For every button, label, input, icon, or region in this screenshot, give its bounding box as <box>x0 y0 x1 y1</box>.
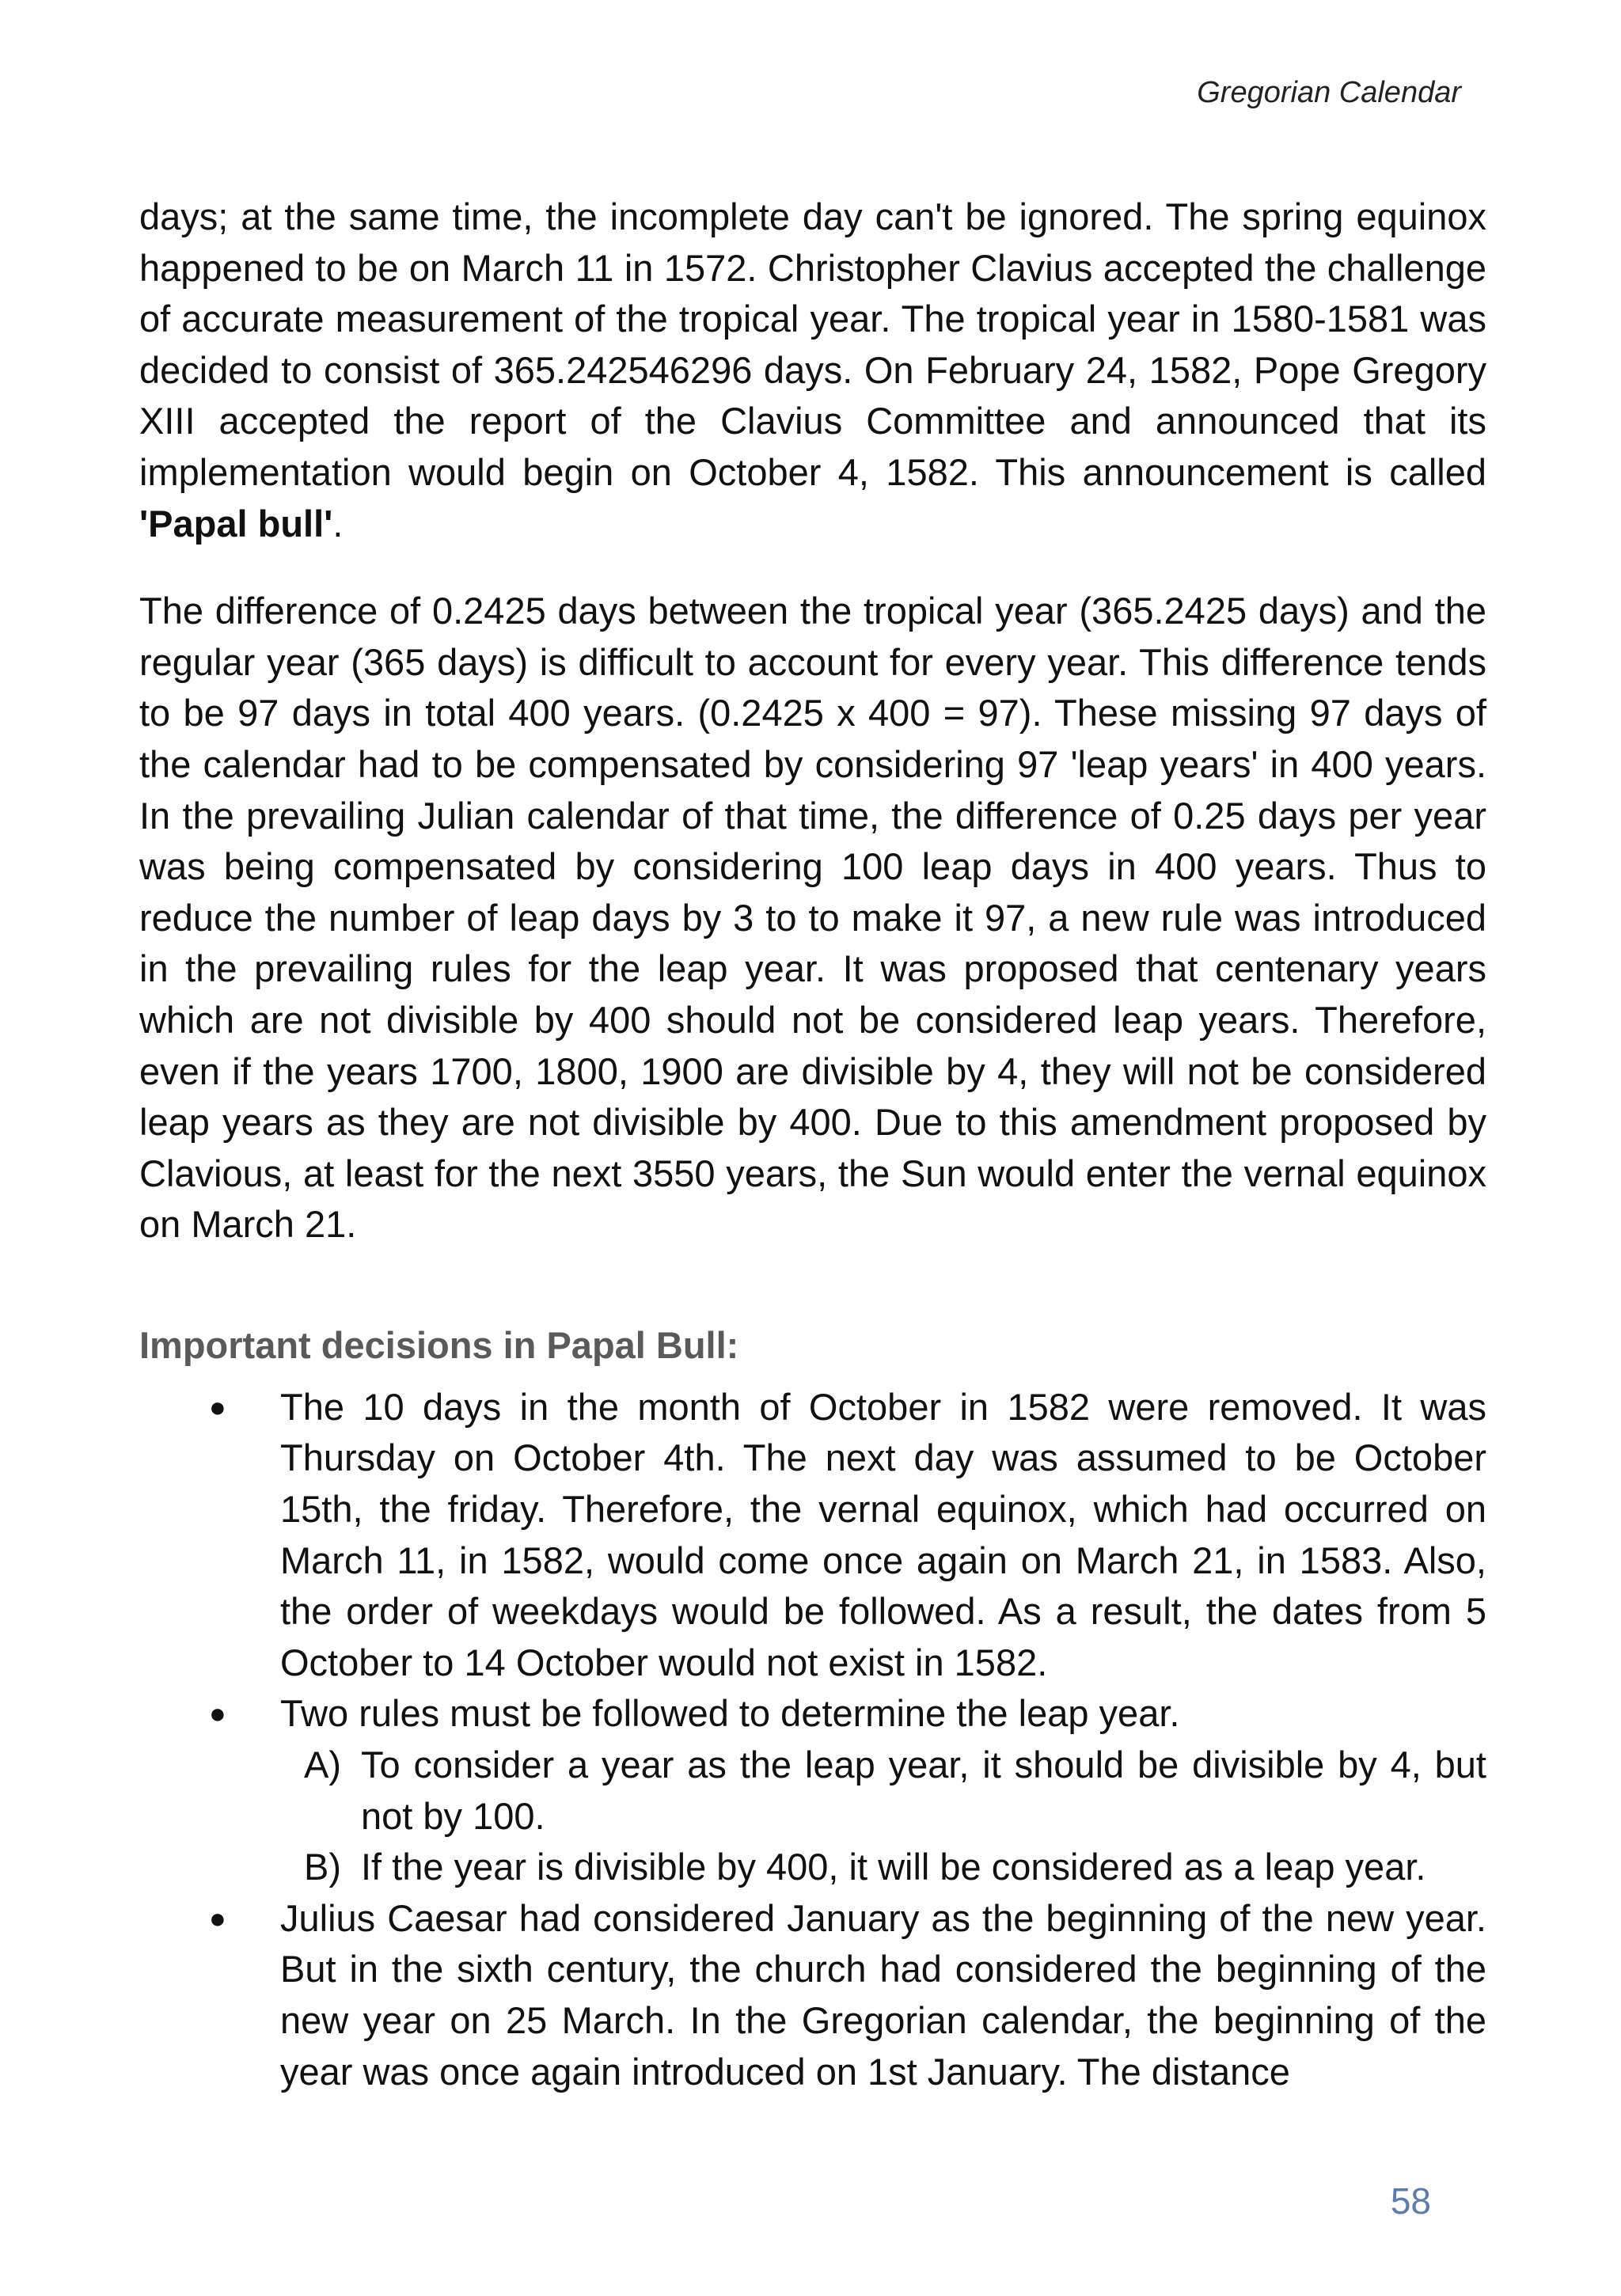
list-item-text: Julius Caesar had considered January as the beginning of the new year. But in the sixth century, the church had considered the beginning of the new year on 25 March. In the Gregorian calendar, the beginning of the year was once again introduced on 1st January. The distance <box>280 1896 1486 2093</box>
papal-bull-term: 'Papal bull' <box>139 502 333 545</box>
list-item <box>139 1382 1486 1689</box>
leap-year-rules-list <box>280 1740 1486 1893</box>
bullet-dot-icon: ● <box>209 1901 226 1934</box>
list-item-text: Two rules must be followed to determine the leap year. <box>280 1692 1180 1735</box>
paragraph-1-end: . <box>332 502 344 545</box>
bullet-dot-icon: ● <box>209 1697 226 1730</box>
page-content <box>139 192 1486 2097</box>
list-item-text: The 10 days in the month of October in 1582 were removed. It was Thursday on October 4th. The next day was assumed to be October 15th, the friday. Therefore, the vernal equinox, which had occurred on March 11, in 1582, would come once again on March 21, in 1583. Also, the order of weekdays would be followed. As a result, the dates from 5 October to 14 October would not exist in 1582. <box>280 1385 1486 1683</box>
sub-item-text: To consider a year as the leap year, it should be divisible by 4, but not by 100. <box>361 1744 1486 1837</box>
running-header-title: Gregorian Calendar <box>1197 76 1461 109</box>
sub-item-marker: B) <box>304 1846 341 1888</box>
paragraph-1 <box>139 192 1486 549</box>
list-item <box>139 1893 1486 2097</box>
page-number: 58 <box>1390 2180 1431 2222</box>
sub-list-item <box>280 1740 1486 1842</box>
bullet-dot-icon: ● <box>209 1390 226 1423</box>
sub-list-item <box>280 1842 1486 1893</box>
list-item <box>139 1688 1486 1892</box>
section-heading: Important decisions in Papal Bull: <box>139 1323 739 1366</box>
sub-item-marker: A) <box>304 1744 341 1786</box>
decisions-list <box>139 1382 1486 2097</box>
sub-item-text: If the year is divisible by 400, it will be considered as a leap year. <box>361 1846 1426 1888</box>
paragraph-2: The difference of 0.2425 days between the tropical year (365.2425 days) and the regular year (365 days) is difficult to account for every year. This difference tends to be 97 days in total 400 years. (0.2425 x 400 = 97). These missing 97 days of the calendar had to be compensated by considering 97 'leap years' in 400 years. In the prevailing Julian calendar of that time, the difference of 0.25 days per year was being compensated by considering 100 leap days in 400 years. Thus to reduce the number of leap days by 3 to to make it 97, a new rule was introduced in the prevailing rules for the leap year. It was proposed that centenary years which are not divisible by 400 should not be considered leap years. Therefore, even if the years 1700, 1800, 1900 are divisible by 4, they will not be considered leap years as they are not divisible by 400. Due to this amendment proposed by Clavious, at least for the next 3550 years, the Sun would enter the vernal equinox on March 21. <box>139 590 1486 1246</box>
paragraph-1-text: days; at the same time, the incomplete day can't be ignored. The spring equinox happened to be on March 11 in 1572. Christopher Clavius accepted the challenge of accurate measurement of the tropical year. The tropical year in 1580-1581 was decided to consist of 365.242546296 days. On February 24, 1582, Pope Gregory XIII accepted the report of the Clavius Committee and announced that its implementation would begin on October 4, 1582. This announcement is called <box>139 195 1486 493</box>
